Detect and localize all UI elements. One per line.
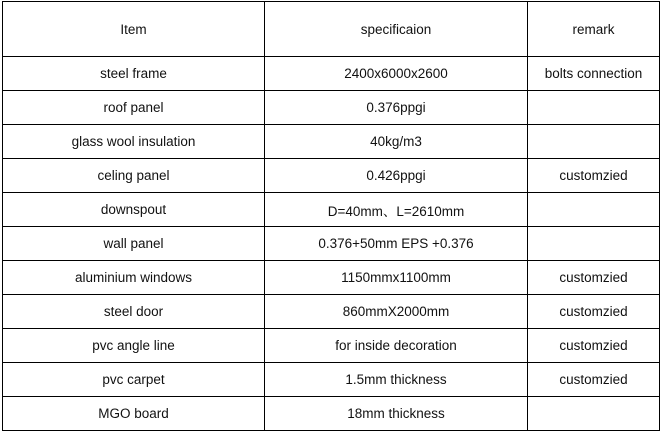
table-row: [3, 193, 660, 227]
table-row: [3, 91, 660, 125]
cell-item: celing panel: [3, 159, 265, 193]
cell-remark: customzied: [528, 261, 660, 295]
cell-item: steel frame: [3, 57, 265, 91]
cell-item: pvc angle line: [3, 329, 265, 363]
cell-remark: [528, 397, 660, 431]
table-row: [3, 363, 660, 397]
table-row: [3, 159, 660, 193]
table-row: [3, 329, 660, 363]
cell-remark: [528, 227, 660, 261]
table-row: [3, 261, 660, 295]
cell-specification: D=40mm、L=2610mm: [265, 193, 528, 227]
table-row: [3, 227, 660, 261]
table-row: [3, 125, 660, 159]
cell-specification: 2400x6000x2600: [265, 57, 528, 91]
spec-table-body: [3, 2, 660, 431]
cell-specification: 860mmX2000mm: [265, 295, 528, 329]
cell-item: pvc carpet: [3, 363, 265, 397]
cell-remark: [528, 91, 660, 125]
cell-specification: 18mm thickness: [265, 397, 528, 431]
cell-remark: customzied: [528, 329, 660, 363]
table-header-row: [3, 2, 660, 57]
cell-item: aluminium windows: [3, 261, 265, 295]
cell-specification: 0.376ppgi: [265, 91, 528, 125]
cell-specification: 40kg/m3: [265, 125, 528, 159]
header-item: Item: [3, 2, 265, 57]
cell-remark: customzied: [528, 363, 660, 397]
cell-specification: 1.5mm thickness: [265, 363, 528, 397]
cell-remark: bolts connection: [528, 57, 660, 91]
cell-item: glass wool insulation: [3, 125, 265, 159]
cell-remark: [528, 125, 660, 159]
cell-item: MGO board: [3, 397, 265, 431]
cell-remark: [528, 193, 660, 227]
table-row: [3, 57, 660, 91]
cell-specification: 1150mmx1100mm: [265, 261, 528, 295]
cell-item: steel door: [3, 295, 265, 329]
cell-item: roof panel: [3, 91, 265, 125]
table-row: [3, 295, 660, 329]
cell-specification: for inside decoration: [265, 329, 528, 363]
cell-item: downspout: [3, 193, 265, 227]
header-specification: specificaion: [265, 2, 528, 57]
cell-remark: customzied: [528, 159, 660, 193]
cell-specification: 0.376+50mm EPS +0.376: [265, 227, 528, 261]
cell-specification: 0.426ppgi: [265, 159, 528, 193]
table-row: [3, 397, 660, 431]
spec-table: [2, 1, 660, 431]
cell-remark: customzied: [528, 295, 660, 329]
cell-item: wall panel: [3, 227, 265, 261]
header-remark: remark: [528, 2, 660, 57]
